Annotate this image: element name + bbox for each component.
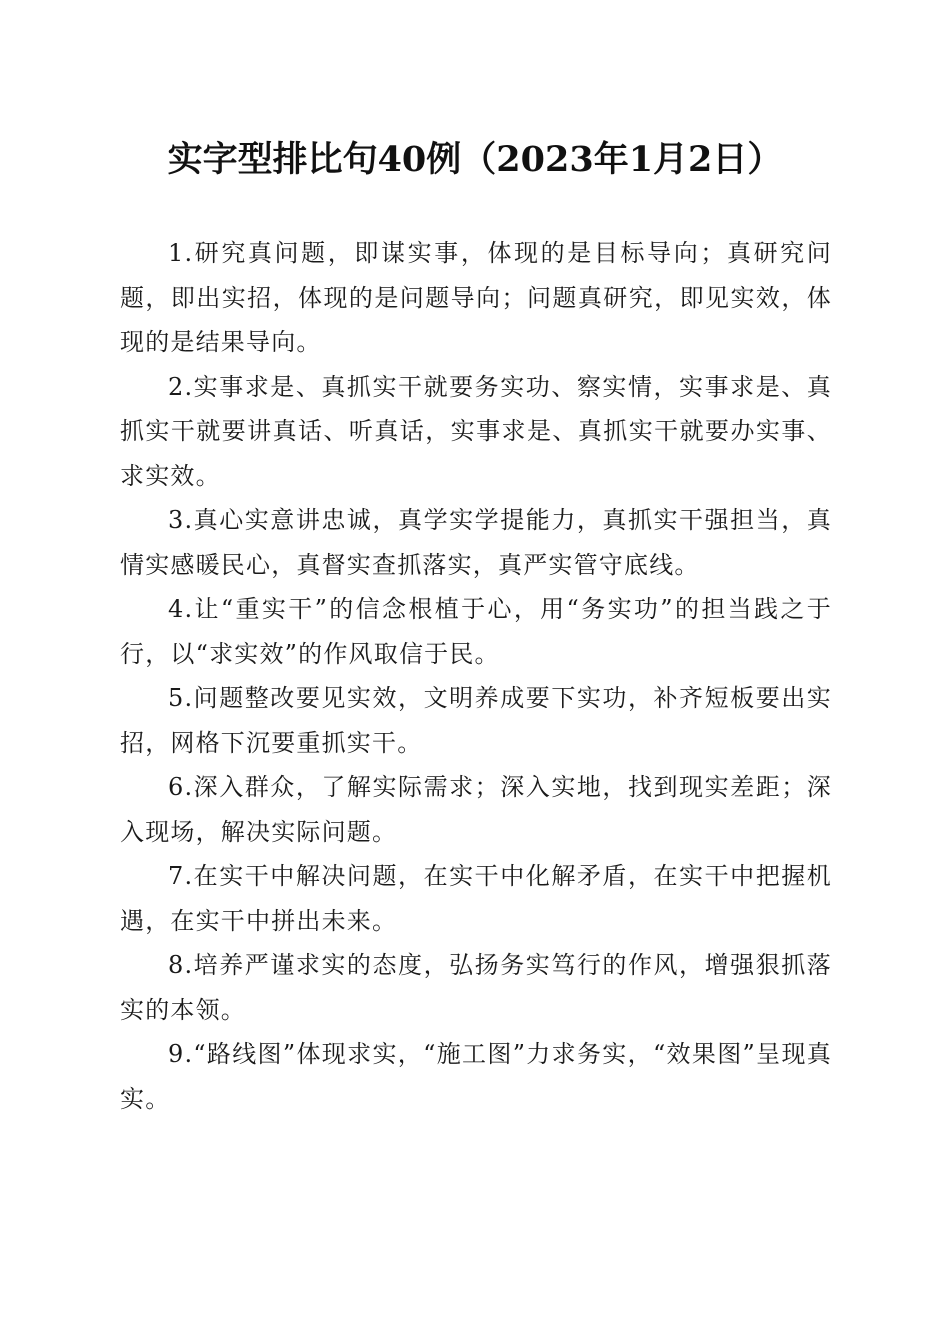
list-item-7: 7.在实干中解决问题，在实干中化解矛盾，在实干中把握机遇，在实干中拼出未来。 — [120, 862, 832, 935]
list-item-6: 6.深入群众，了解实际需求；深入实地，找到现实差距；深入现场，解决实际问题。 — [120, 773, 832, 846]
list-item-3: 3.真心实意讲忠诚，真学实学提能力，真抓实干强担当，真情实感暖民心，真督实查抓落实，真严实管守底线。 — [120, 506, 832, 579]
document-title: 实字型排比句40例（2023年1月2日） — [167, 139, 783, 180]
list-item-1: 1.研究真问题，即谋实事，体现的是目标导向；真研究问题，即出实招，体现的是问题导向；问题真研究，即见实效，体现的是结果导向。 — [120, 239, 832, 356]
document-body — [120, 231, 832, 1121]
list-item-5: 5.问题整改要见实效，文明养成要下实功，补齐短板要出实招，网格下沉要重抓实干。 — [120, 684, 832, 757]
list-item-4: 4.让“重实干”的信念根植于心，用“务实功”的担当践之于行，以“求实效”的作风取信于民。 — [120, 595, 832, 668]
list-item-9: 9.“路线图”体现求实，“施工图”力求务实，“效果图”呈现真实。 — [120, 1040, 832, 1113]
list-item-2: 2.实事求是、真抓实干就要务实功、察实情，实事求是、真抓实干就要讲真话、听真话，实事求是、真抓实干就要办实事、求实效。 — [120, 372, 832, 490]
list-item-8: 8.培养严谨求实的态度，弘扬务实笃行的作风，增强狠抓落实的本领。 — [120, 951, 832, 1024]
